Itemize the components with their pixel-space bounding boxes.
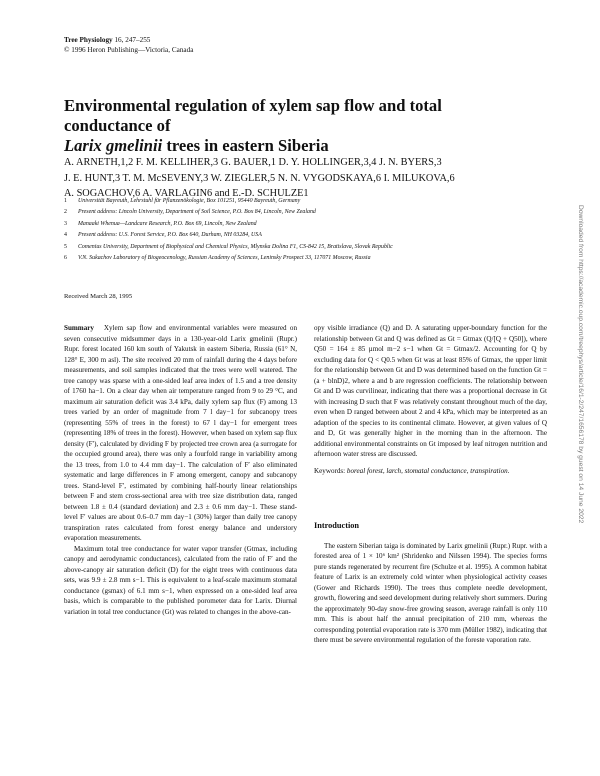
- affiliation-number: 6: [64, 255, 67, 262]
- title-line1: Environmental regulation of xylem sap flow and total conductance of: [64, 96, 442, 135]
- title-line2: trees in eastern Siberia: [162, 136, 329, 155]
- summary-continuation: opy visible irradiance (Q) and D. A saturating upper-boundary function for the relationship between Gt and Q was defined as Gt = Gtmax (Q/[Q + Q50]), where Q50 = 164 ± 85 µmol m−2 s−1 when Gt = Gtmax/2. Accounting for Q by excluding data for Q < Q0.5 when Gt was at least 85% of Gtmax, the upper limit for the relationship between Gt and D was determined based on the function Gt = (a + blnD)2, where a and b are regression coefficients. The relationship between Gt and D was curvilinear, indicating that there was a proportional decrease in Gt with increasing D such that F was relatively constant throughout much of the day, even when D ranged between about 2 and 4 kPa, which may be interpreted as an adaption of the species to its continental climate. However, at given values of Q and D, Gt was generally higher in the morning than in the afternoon. The additional environmental constraints on Gt imposed by leaf nitrogen nutrition and afternoon water stress are discussed.: [314, 324, 547, 458]
- affiliation: [64, 230, 554, 241]
- affiliation-number: 2: [64, 209, 67, 216]
- summary-heading: Summary: [64, 324, 94, 332]
- received-date: Received March 28, 1995: [64, 293, 133, 300]
- affiliation-text: Present address: U.S. Forest Service, P.O. Box 640, Durham, NH 03284, USA: [78, 232, 262, 239]
- copyright: © 1996 Heron Publishing—Victoria, Canada: [64, 45, 194, 54]
- affiliation: [64, 207, 554, 218]
- affiliation: [64, 253, 554, 264]
- keywords-label: Keywords:: [314, 466, 346, 475]
- journal-citation: 16, 247–255: [114, 36, 151, 44]
- keywords: [314, 466, 547, 477]
- author-line: A. ARNETH,1,2 F. M. KELLIHER,3 G. BAUER,1 D. Y. HOLLINGER,3,4 J. N. BYERS,3: [64, 157, 442, 168]
- title-species: Larix gmelinii: [64, 136, 163, 155]
- affiliation-text: Universität Bayreuth, Lehrstuhl für Pflanzenökologie, Box 101251, 95440 Bayreuth, Germany: [78, 198, 301, 204]
- affiliation-text: V.N. Sukachov Laboratory of Biogeocenology, Russian Academy of Sciences, Leninsky Prospect 33, 117071 Moscow, Russia: [78, 255, 371, 262]
- author-line: A. SOGACHOV,6 A. VARLAGIN6 and E.-D. SCHULZE1: [64, 188, 309, 199]
- paper-title: [64, 96, 534, 156]
- affiliation-number: 1: [64, 198, 67, 204]
- download-watermark: [574, 205, 584, 575]
- affiliation: [64, 219, 554, 230]
- download-watermark-text: Downloaded from https://academic.oup.com/treephys/article/16/1-2/247/1656178 by guest on 14 June 2022: [577, 205, 584, 524]
- author-line: J. E. HUNT,3 T. M. McSEVENY,3 W. ZIEGLER,5 N. N. VYGODSKAYA,6 I. MILUKOVA,6: [64, 172, 455, 184]
- affiliation-text: Comenius University, Department of Biophysical and Chemical Physics, Mlynska Dolina F1, CS-842 15, Bratislava, Slovak Republic: [78, 243, 393, 250]
- left-column: [64, 323, 297, 617]
- affiliation: [64, 242, 554, 253]
- affiliation: [64, 196, 554, 207]
- affiliations: [64, 196, 554, 264]
- keywords-text: boreal forest, larch, stomatal conductance, transpiration.: [345, 466, 510, 475]
- intro-paragraph: The eastern Siberian taiga is dominated by Larix gmelinii (Rupr.) Rupr. with a forested area of 1 × 10⁶ km² (Shridenko and Nilssen 1994). The species forms pure stands regenerated by recurrent fire (Schulze et al. 1995). A common habitat feature of Larix is an extremely cold winter when physiological activity ceases (Gower and Richards 1990). The trees thus complete needle development, growth, flowering and seed development during relatively short summers. During the approximately 90-day snow-free growing season, average rainfall is only 110 mm. This is about half the annual precipitation of 210 mm, whereas the corresponding potential evaporation rate is 370 mm (Müller 1982), indicating that there must be severe environmental regulation of the foreste vaporation rate.: [314, 541, 547, 644]
- summary-paragraph: Xylem sap flow and environmental variables were measured on seven consecutive midsummer days in a 130-year-old Larix gmelinii (Rupr.) Rupr. forest located 160 km south of Yakutsk in eastern Siberia, Russia (61° N, 128° E, 300 m asl). The site received 20 mm of rainfall during the 4 days before measurements, and soil samples indicated that the trees were well watered. The tree canopy was sparse with a one-sided leaf area index of 1.5 and a tree density of 1760 ha−1. On a clear day when air temperature ranged from 9 to 29 °C, and maximum air saturation deficit was 3.4 kPa, daily xylem sap flux (F) among 13 trees varied by an order of magnitude from 7 l day−1 for subcanopy trees (representing 55% of trees in the forest) to 67 l day−1 for emergent trees (representing 18% of trees in the forest). However, when based on xylem sap flux density (F′), calculated by dividing F by projected tree crown area (a surrogate for the occupied ground area), there was only a fourfold range in variability among the 13 trees, from 1.0 to 4.4 mm day−1. The calculation of F′ also eliminated systematic and large differences in F among emergent, canopy and subcanopy trees. Stand-level F′, estimated by combining half-hourly linear relationships between F and stem cross-sectional area with tree size distribution data, ranged between 1.8 ± 0.4 (standard deviation) and 2.3 ± 0.6 mm day−1. These stand-level F′ values are about 0.6–0.7 mm day−1 (30%) larger than daily tree canopy transpiration rates calculated from forest energy balance and understory evaporation measurements.: [64, 324, 297, 542]
- affiliation-number: 4: [64, 232, 67, 239]
- summary-paragraph: Maximum total tree conductance for water vapor transfer (Gtmax, including canopy and aerodynamic conductances), calculated from the ratio of F′ and the above-canopy air saturation deficit (D) for the eight trees with continuous data sets, was 9.9 ± 2.8 mm s−1. This is equivalent to a leaf-scale maximum stomatal conductance (gsmax) of 6.1 mm s−1, when expressed on a one-sided leaf area basis, which is comparable to the published porometer data for Larix. Diurnal variation in total tree conductance (Gt) was related to changes in the above-can-: [64, 544, 297, 616]
- journal-header: [64, 36, 193, 55]
- journal-name: Tree Physiology: [64, 36, 113, 44]
- affiliation-number: 3: [64, 220, 67, 227]
- author-list: [64, 155, 534, 202]
- affiliation-text: Manaaki Whenua—Landcare Research, P.O. Box 69, Lincoln, New Zealand: [78, 220, 257, 227]
- affiliation-text: Present address: Lincoln University, Department of Soil Science, P.O. Box 84, Lincoln, New Zealand: [78, 209, 316, 216]
- right-column: [314, 323, 547, 646]
- section-heading: Introduction: [314, 521, 360, 530]
- affiliation-number: 5: [64, 243, 67, 250]
